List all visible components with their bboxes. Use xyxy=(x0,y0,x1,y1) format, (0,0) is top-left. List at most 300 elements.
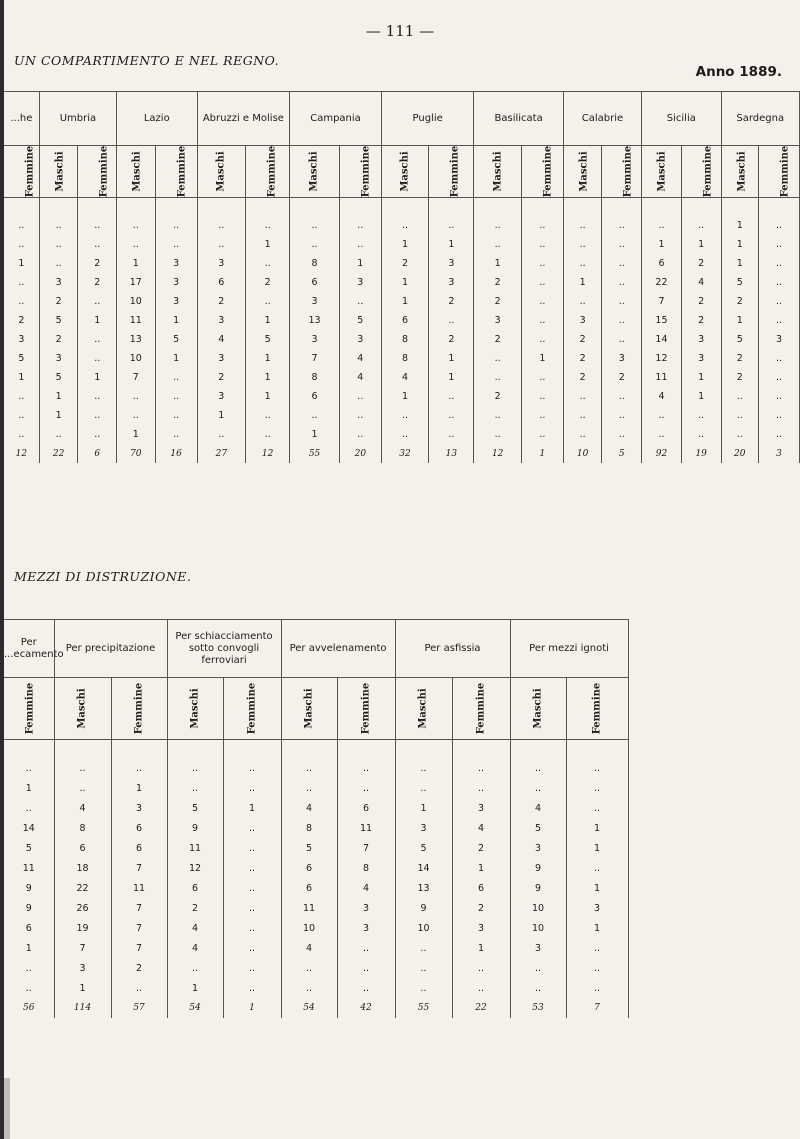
table-cell: .. xyxy=(474,216,521,235)
table-cell: 5 xyxy=(39,368,78,387)
table-cell: 10 xyxy=(281,918,337,938)
table-cell: 2 xyxy=(197,368,246,387)
table-cell: 5 xyxy=(721,273,759,292)
table-cell: .. xyxy=(759,254,800,273)
table-cell: .. xyxy=(4,216,39,235)
table-cell: 1 xyxy=(39,387,78,406)
table-cell: 3 xyxy=(39,273,78,292)
table-cell: .. xyxy=(337,958,395,978)
table-cell: .. xyxy=(395,978,452,998)
table-cell: .. xyxy=(452,978,510,998)
table-cell: 2 xyxy=(474,292,521,311)
total-cell: 22 xyxy=(39,444,78,463)
total-cell: 54 xyxy=(167,998,223,1018)
table-cell: 1 xyxy=(339,254,381,273)
group-header: Per mezzi ignoti xyxy=(510,620,628,678)
column-header: Femmine xyxy=(4,678,54,740)
table-cell: .. xyxy=(602,425,642,444)
table-cell: .. xyxy=(721,425,759,444)
table-cell: 3 xyxy=(197,311,246,330)
table-cell: 1 xyxy=(39,406,78,425)
table-cell: 11 xyxy=(111,878,167,898)
table-cell: 3 xyxy=(337,898,395,918)
table-cell: 5 xyxy=(155,330,197,349)
table-cell: .. xyxy=(4,387,39,406)
column-header: Femmine xyxy=(521,146,563,198)
page-edge-shadow xyxy=(4,1078,10,1139)
table-cell: .. xyxy=(117,406,156,425)
table-cell: .. xyxy=(197,425,246,444)
table-cell: 2 xyxy=(4,311,39,330)
table-cell: .. xyxy=(339,235,381,254)
column-header: Maschi xyxy=(197,146,246,198)
table-row xyxy=(4,406,800,425)
group-header: Lazio xyxy=(117,92,198,146)
table-cell: .. xyxy=(642,406,682,425)
table-row xyxy=(4,938,628,958)
table-cell: 3 xyxy=(429,254,474,273)
table-cell: 7 xyxy=(111,898,167,918)
column-header: Femmine xyxy=(759,146,800,198)
total-cell: 5 xyxy=(602,444,642,463)
total-cell: 12 xyxy=(474,444,521,463)
table-cell: .. xyxy=(642,425,682,444)
table-cell: .. xyxy=(281,758,337,778)
table-cell: 4 xyxy=(642,387,682,406)
group-header: Abruzzi e Molise xyxy=(197,92,290,146)
table-cell: 11 xyxy=(117,311,156,330)
total-cell: 53 xyxy=(510,998,566,1018)
table-cell: 2 xyxy=(78,273,117,292)
table-cell: .. xyxy=(563,406,602,425)
table-cell: .. xyxy=(681,425,721,444)
table-cell: 1 xyxy=(721,235,759,254)
table-cell: .. xyxy=(78,425,117,444)
table-cell: 3 xyxy=(337,918,395,938)
table-cell: 6 xyxy=(111,818,167,838)
table-cell: .. xyxy=(117,387,156,406)
table-row xyxy=(4,216,800,235)
table-cell: .. xyxy=(339,387,381,406)
total-cell: 55 xyxy=(290,444,340,463)
table-cell: .. xyxy=(474,349,521,368)
table-cell: 11 xyxy=(281,898,337,918)
table-cell: 3 xyxy=(429,273,474,292)
table-cell: 6 xyxy=(642,254,682,273)
table-row xyxy=(4,818,628,838)
table-cell: 8 xyxy=(381,349,428,368)
table-cell: 10 xyxy=(510,898,566,918)
table-cell: 7 xyxy=(111,918,167,938)
table-cell: 4 xyxy=(337,878,395,898)
table-cell: .. xyxy=(563,254,602,273)
table-cell: .. xyxy=(281,778,337,798)
table-cell: .. xyxy=(290,406,340,425)
table-cell: 1 xyxy=(566,878,628,898)
group-header: Per schiacciamento sotto convogli ferroviari xyxy=(167,620,281,678)
group-header: Per precipitazione xyxy=(54,620,167,678)
table-cell: 22 xyxy=(642,273,682,292)
table-cell: .. xyxy=(521,235,563,254)
table-cell: .. xyxy=(4,758,54,778)
table-cell: .. xyxy=(246,406,290,425)
table-cell: .. xyxy=(337,758,395,778)
table-cell: .. xyxy=(521,273,563,292)
group-header: Calabrie xyxy=(563,92,641,146)
table-cell: 8 xyxy=(290,368,340,387)
table-cell: 3 xyxy=(759,330,800,349)
column-header: Maschi xyxy=(381,146,428,198)
table-cell: 5 xyxy=(721,330,759,349)
table-row xyxy=(4,878,628,898)
table-cell: .. xyxy=(566,778,628,798)
table-cell: 2 xyxy=(681,311,721,330)
table-cell: 7 xyxy=(54,938,111,958)
total-cell: 57 xyxy=(111,998,167,1018)
total-cell: 7 xyxy=(566,998,628,1018)
group-header: Per avvelenamento xyxy=(281,620,395,678)
table-cell: 2 xyxy=(681,254,721,273)
table-cell: .. xyxy=(117,235,156,254)
table-cell: .. xyxy=(474,368,521,387)
table-cell: .. xyxy=(474,235,521,254)
table-cell: 4 xyxy=(197,330,246,349)
table-cell: .. xyxy=(566,858,628,878)
table-cell: .. xyxy=(452,958,510,978)
table-cell: 14 xyxy=(395,858,452,878)
table-cell: 9 xyxy=(510,858,566,878)
total-cell: 13 xyxy=(429,444,474,463)
table-cell: 5 xyxy=(246,330,290,349)
table-cell: 4 xyxy=(681,273,721,292)
total-cell: 42 xyxy=(337,998,395,1018)
table-cell: 3 xyxy=(681,330,721,349)
table-regions xyxy=(4,91,800,463)
total-cell: 12 xyxy=(4,444,39,463)
table-cell: .. xyxy=(759,349,800,368)
table-cell: 3 xyxy=(197,254,246,273)
table-cell: 3 xyxy=(155,254,197,273)
table-cell: .. xyxy=(223,938,281,958)
table-row xyxy=(4,958,628,978)
table-cell: 5 xyxy=(395,838,452,858)
table-cell: .. xyxy=(223,778,281,798)
table-row xyxy=(4,798,628,818)
table-row xyxy=(4,978,628,998)
table-cell: .. xyxy=(474,425,521,444)
table-cell: 9 xyxy=(4,878,54,898)
table-cell: .. xyxy=(4,273,39,292)
table-cell: .. xyxy=(111,978,167,998)
table-cell: .. xyxy=(721,406,759,425)
table-cell: 4 xyxy=(167,938,223,958)
column-header: Maschi xyxy=(642,146,682,198)
table-cell: .. xyxy=(602,406,642,425)
table-cell: 5 xyxy=(39,311,78,330)
table-cell: .. xyxy=(510,978,566,998)
table-cell: .. xyxy=(78,349,117,368)
running-head: UN COMPARTIMENTO E NEL REGNO. xyxy=(14,53,280,68)
table-cell: 2 xyxy=(721,368,759,387)
column-header: Maschi xyxy=(563,146,602,198)
table-cell: .. xyxy=(563,235,602,254)
table-cell: .. xyxy=(429,311,474,330)
table-cell: .. xyxy=(246,292,290,311)
column-header: Femmine xyxy=(566,678,628,740)
table-cell: 5 xyxy=(4,349,39,368)
table-cell: 2 xyxy=(681,292,721,311)
table-cell: .. xyxy=(223,978,281,998)
table-cell: 12 xyxy=(642,349,682,368)
table-means xyxy=(4,619,629,1018)
table-cell: .. xyxy=(759,216,800,235)
total-cell: 19 xyxy=(681,444,721,463)
table-cell: 1 xyxy=(681,387,721,406)
total-cell: 55 xyxy=(395,998,452,1018)
table-cell: .. xyxy=(395,938,452,958)
table-cell: 13 xyxy=(395,878,452,898)
table-cell: .. xyxy=(721,387,759,406)
table-cell: .. xyxy=(4,978,54,998)
table-cell: 6 xyxy=(290,273,340,292)
table-cell: .. xyxy=(337,778,395,798)
table-cell: 11 xyxy=(337,818,395,838)
table-cell: 1 xyxy=(78,368,117,387)
table-cell: .. xyxy=(155,368,197,387)
table-cell: 8 xyxy=(381,330,428,349)
table-cell: 2 xyxy=(429,292,474,311)
table-row xyxy=(4,292,800,311)
group-header: Per ...ecamento xyxy=(4,620,54,678)
table-cell: .. xyxy=(395,778,452,798)
table-cell: 2 xyxy=(474,387,521,406)
table-cell: 3 xyxy=(474,311,521,330)
table-cell: .. xyxy=(339,292,381,311)
table-cell: 6 xyxy=(281,858,337,878)
table-cell: .. xyxy=(563,292,602,311)
table-cell: .. xyxy=(521,292,563,311)
table-cell: .. xyxy=(39,254,78,273)
table-cell: 4 xyxy=(54,798,111,818)
table-cell: 6 xyxy=(167,878,223,898)
table-cell: 1 xyxy=(721,311,759,330)
table-cell: 4 xyxy=(510,798,566,818)
table-cell: .. xyxy=(429,387,474,406)
table-cell: 2 xyxy=(563,330,602,349)
table-cell: 3 xyxy=(452,798,510,818)
table-cell: 3 xyxy=(566,898,628,918)
table-cell: .. xyxy=(223,858,281,878)
total-cell: 6 xyxy=(78,444,117,463)
table-cell: 6 xyxy=(197,273,246,292)
table-cell: 6 xyxy=(290,387,340,406)
table-cell: .. xyxy=(339,425,381,444)
total-cell: 3 xyxy=(759,444,800,463)
table-cell: 1 xyxy=(246,349,290,368)
total-cell: 20 xyxy=(339,444,381,463)
table-cell: .. xyxy=(4,235,39,254)
table-cell: 2 xyxy=(246,273,290,292)
table-cell: .. xyxy=(155,406,197,425)
table-cell: 3 xyxy=(290,330,340,349)
table-row xyxy=(4,368,800,387)
table-cell: 1 xyxy=(381,273,428,292)
table-cell: 1 xyxy=(4,254,39,273)
table-cell: .. xyxy=(602,216,642,235)
table-cell: .. xyxy=(521,311,563,330)
spacer-row xyxy=(4,198,800,217)
table-cell: 7 xyxy=(117,368,156,387)
table-cell: 1 xyxy=(452,938,510,958)
table-cell: .. xyxy=(563,216,602,235)
total-cell: 1 xyxy=(521,444,563,463)
column-header: Femmine xyxy=(429,146,474,198)
table-cell: 7 xyxy=(111,858,167,878)
table-cell: .. xyxy=(223,758,281,778)
table-cell: 22 xyxy=(54,878,111,898)
column-header: Femmine xyxy=(155,146,197,198)
table-cell: 13 xyxy=(117,330,156,349)
table-cell: .. xyxy=(197,216,246,235)
total-cell: 12 xyxy=(246,444,290,463)
table-cell: .. xyxy=(602,311,642,330)
table-cell: .. xyxy=(223,878,281,898)
table-cell: 3 xyxy=(602,349,642,368)
table-cell: 11 xyxy=(642,368,682,387)
table-cell: .. xyxy=(759,235,800,254)
table-cell: 14 xyxy=(642,330,682,349)
column-header: Maschi xyxy=(721,146,759,198)
total-cell: 16 xyxy=(155,444,197,463)
table-cell: 4 xyxy=(281,798,337,818)
table-cell: .. xyxy=(602,387,642,406)
group-header: Puglie xyxy=(381,92,474,146)
table-cell: 11 xyxy=(167,838,223,858)
total-cell: 92 xyxy=(642,444,682,463)
table-cell: .. xyxy=(111,758,167,778)
table-cell: .. xyxy=(78,235,117,254)
table-cell: 18 xyxy=(54,858,111,878)
totals-row xyxy=(4,998,628,1018)
table-cell: .. xyxy=(681,216,721,235)
table-cell: 1 xyxy=(78,311,117,330)
table-cell: .. xyxy=(759,292,800,311)
table-cell: 3 xyxy=(4,330,39,349)
table-cell: .. xyxy=(566,798,628,818)
column-header: Femmine xyxy=(111,678,167,740)
table-cell: 1 xyxy=(452,858,510,878)
total-cell: 70 xyxy=(117,444,156,463)
table-cell: 6 xyxy=(452,878,510,898)
table-cell: 1 xyxy=(521,349,563,368)
table-cell: 3 xyxy=(510,938,566,958)
table-cell: 8 xyxy=(281,818,337,838)
table-cell: 2 xyxy=(474,273,521,292)
table-cell: 15 xyxy=(642,311,682,330)
table-cell: 8 xyxy=(54,818,111,838)
table-cell: .. xyxy=(78,292,117,311)
table-cell: 3 xyxy=(155,292,197,311)
column-header: Femmine xyxy=(452,678,510,740)
table-cell: .. xyxy=(290,235,340,254)
table-cell: 5 xyxy=(510,818,566,838)
table-cell: 3 xyxy=(681,349,721,368)
table-cell: 3 xyxy=(290,292,340,311)
table-cell: 5 xyxy=(339,311,381,330)
column-header: Maschi xyxy=(395,678,452,740)
table-cell: 1 xyxy=(429,235,474,254)
table-cell: .. xyxy=(521,368,563,387)
table-cell: 2 xyxy=(39,292,78,311)
total-cell: 10 xyxy=(563,444,602,463)
table-cell: .. xyxy=(381,216,428,235)
table-cell: .. xyxy=(602,292,642,311)
table-cell: 9 xyxy=(510,878,566,898)
table-cell: .. xyxy=(246,425,290,444)
table-cell: .. xyxy=(78,387,117,406)
group-header: Campania xyxy=(290,92,382,146)
table-cell: 5 xyxy=(281,838,337,858)
table-cell: .. xyxy=(452,778,510,798)
table-cell: 1 xyxy=(681,368,721,387)
table-cell: 3 xyxy=(39,349,78,368)
table-cell: 6 xyxy=(281,878,337,898)
total-cell: 114 xyxy=(54,998,111,1018)
table-cell: 17 xyxy=(117,273,156,292)
table-cell: .. xyxy=(155,387,197,406)
group-header: Basilicata xyxy=(474,92,563,146)
total-cell: 1 xyxy=(223,998,281,1018)
table-cell: .. xyxy=(759,311,800,330)
table-cell: .. xyxy=(281,958,337,978)
table-cell: .. xyxy=(54,778,111,798)
table-cell: 1 xyxy=(681,235,721,254)
table-cell: 4 xyxy=(339,349,381,368)
table-cell: 6 xyxy=(54,838,111,858)
table-cell: 2 xyxy=(474,330,521,349)
column-header: Maschi xyxy=(510,678,566,740)
table-cell: .. xyxy=(759,406,800,425)
group-header: ...he xyxy=(4,92,39,146)
table-cell: 1 xyxy=(429,349,474,368)
table-cell: 1 xyxy=(117,254,156,273)
column-header: Maschi xyxy=(474,146,521,198)
table-cell: .. xyxy=(337,978,395,998)
table-cell: 2 xyxy=(429,330,474,349)
table-cell: 2 xyxy=(381,254,428,273)
table-cell: .. xyxy=(223,918,281,938)
table-cell: 6 xyxy=(111,838,167,858)
table-cell: .. xyxy=(54,758,111,778)
table-cell: 6 xyxy=(381,311,428,330)
table-cell: .. xyxy=(4,958,54,978)
table-cell: 1 xyxy=(246,387,290,406)
table-cell: .. xyxy=(642,216,682,235)
table-row xyxy=(4,349,800,368)
table-cell: .. xyxy=(117,216,156,235)
table-cell: 1 xyxy=(223,798,281,818)
table-cell: .. xyxy=(474,406,521,425)
table-cell: .. xyxy=(566,938,628,958)
table-row xyxy=(4,273,800,292)
table-cell: 10 xyxy=(117,349,156,368)
table-cell: 3 xyxy=(563,311,602,330)
table-cell: .. xyxy=(246,216,290,235)
table-cell: .. xyxy=(759,368,800,387)
table-cell: .. xyxy=(521,425,563,444)
table-cell: .. xyxy=(563,425,602,444)
column-header: Maschi xyxy=(281,678,337,740)
